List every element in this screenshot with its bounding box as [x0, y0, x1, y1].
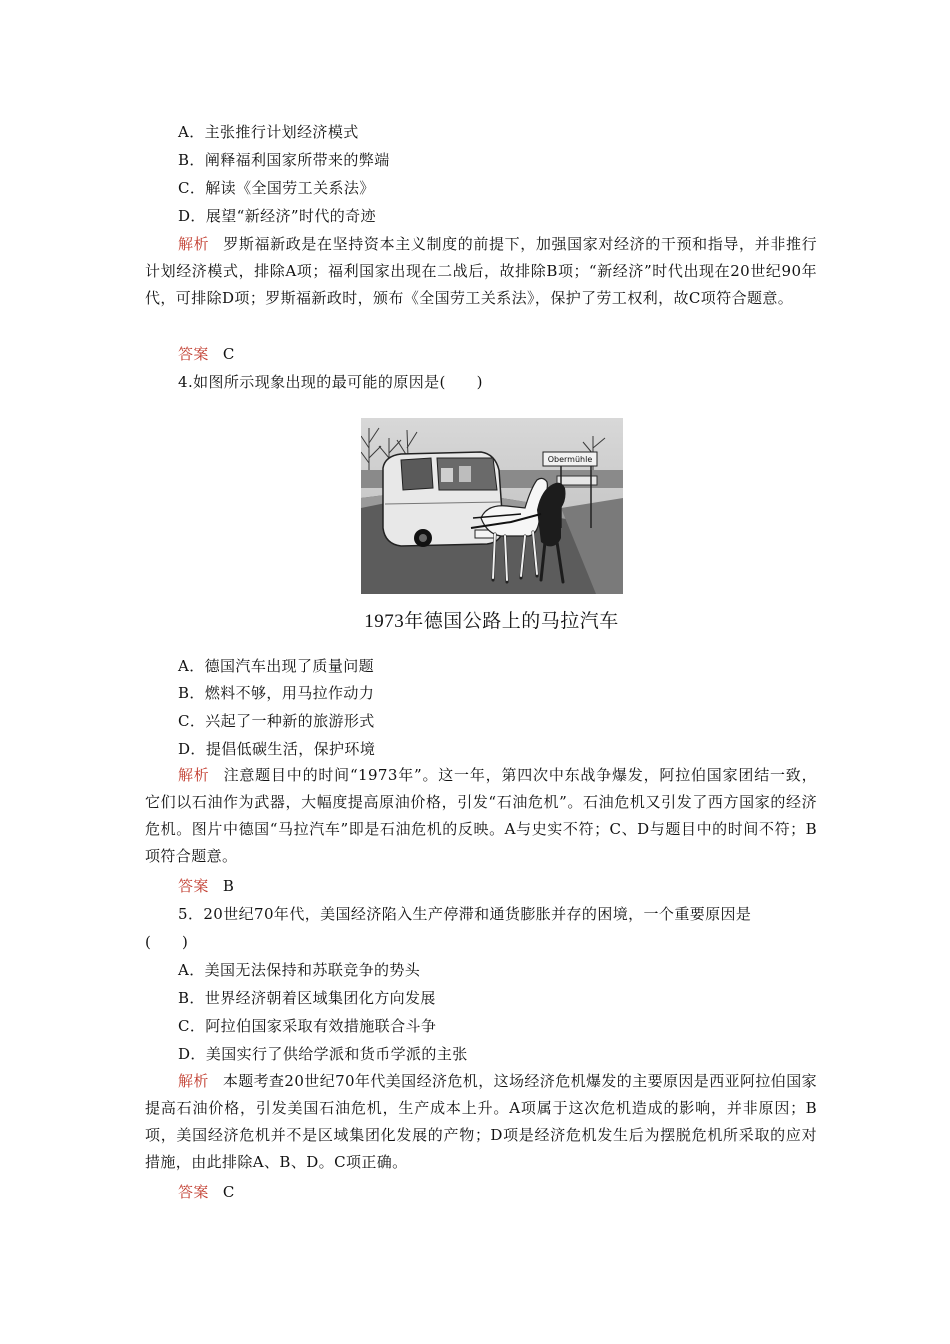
analysis-label: 解析 [178, 1072, 209, 1090]
q5-option-c: C．阿拉伯国家采取有效措施联合斗争 [178, 1017, 437, 1035]
q4-stem: 4.如图所示现象出现的最可能的原因是( ) [178, 373, 483, 391]
q4-option-d: D．提倡低碳生活，保护环境 [178, 740, 376, 758]
q5-analysis [145, 1068, 817, 1176]
analysis-label: 解析 [178, 766, 210, 784]
horse-drawn-car-photo [361, 418, 623, 594]
q5-answer [178, 1182, 235, 1202]
answer-label: 答案 [178, 345, 209, 363]
q5-option-b: B．世界经济朝着区域集团化方向发展 [178, 989, 436, 1007]
q3-option-b: B．阐释福利国家所带来的弊端 [178, 151, 390, 169]
q5-option-a: A．美国无法保持和苏联竞争的势头 [178, 961, 421, 979]
q4-option-a: A．德国汽车出现了质量问题 [178, 657, 375, 675]
q3-analysis [145, 231, 817, 312]
analysis-text: 注意题目中的时间“1973年”。这一年，第四次中东战争爆发，阿拉伯国家团结一致，它们以石油作为武器，大幅度提高原油价格，引发“石油危机”。石油危机又引发了西方国家的经济危机。图片中德国“马拉汽车”即是石油危机的反映。A与史实不符；C、D与题目中的时间不符；B项符合题意。 [145, 766, 817, 865]
q5-option-d: D．美国实行了供给学派和货币学派的主张 [178, 1045, 468, 1063]
figure-caption: 1973年德国公路上的马拉汽车 [364, 611, 619, 632]
q3-option-d: D．展望“新经济”时代的奇迹 [178, 207, 376, 225]
analysis-text: 本题考查20世纪70年代美国经济危机，这场经济危机爆发的主要原因是西亚阿拉伯国家提高石油价格，引发美国石油危机，生产成本上升。A项属于这次危机造成的影响，并非原因；B项，美国经济危机并不是区域集团化发展的产物；D项是经济危机发生后为摆脱危机所采取的应对措施，由此排除A、B、D。C项正确。 [145, 1072, 817, 1171]
sign-text: Obermühle [547, 455, 593, 464]
q3-answer [178, 344, 235, 364]
answer-value: C [222, 345, 235, 363]
analysis-label: 解析 [178, 235, 210, 253]
answer-value: B [222, 877, 235, 895]
analysis-text: 罗斯福新政是在坚持资本主义制度的前提下，加强国家对经济的干预和指导，并非推行计划经济模式，排除A项；福利国家出现在二战后，故排除B项；“新经济”时代出现在20世纪90年代，可排除D项；罗斯福新政时，颁布《全国劳工关系法》，保护了劳工权利，故C项符合题意。 [145, 235, 817, 307]
answer-label: 答案 [178, 877, 209, 895]
q3-option-c: C．解读《全国劳工关系法》 [178, 179, 375, 197]
q4-option-b: B．燃料不够，用马拉作动力 [178, 684, 375, 702]
q4-analysis [145, 762, 817, 870]
q4-figure [345, 402, 638, 640]
q5-stem-paren: ( ) [145, 933, 189, 951]
q4-option-c: C．兴起了一种新的旅游形式 [178, 712, 375, 730]
q4-answer [178, 876, 234, 896]
q3-option-a: A．主张推行计划经济模式 [178, 123, 359, 141]
answer-label: 答案 [178, 1183, 209, 1201]
answer-value: C [222, 1183, 235, 1201]
q5-stem: 5．20世纪70年代，美国经济陷入生产停滞和通货膨胀并存的困境，一个重要原因是 [178, 905, 752, 923]
